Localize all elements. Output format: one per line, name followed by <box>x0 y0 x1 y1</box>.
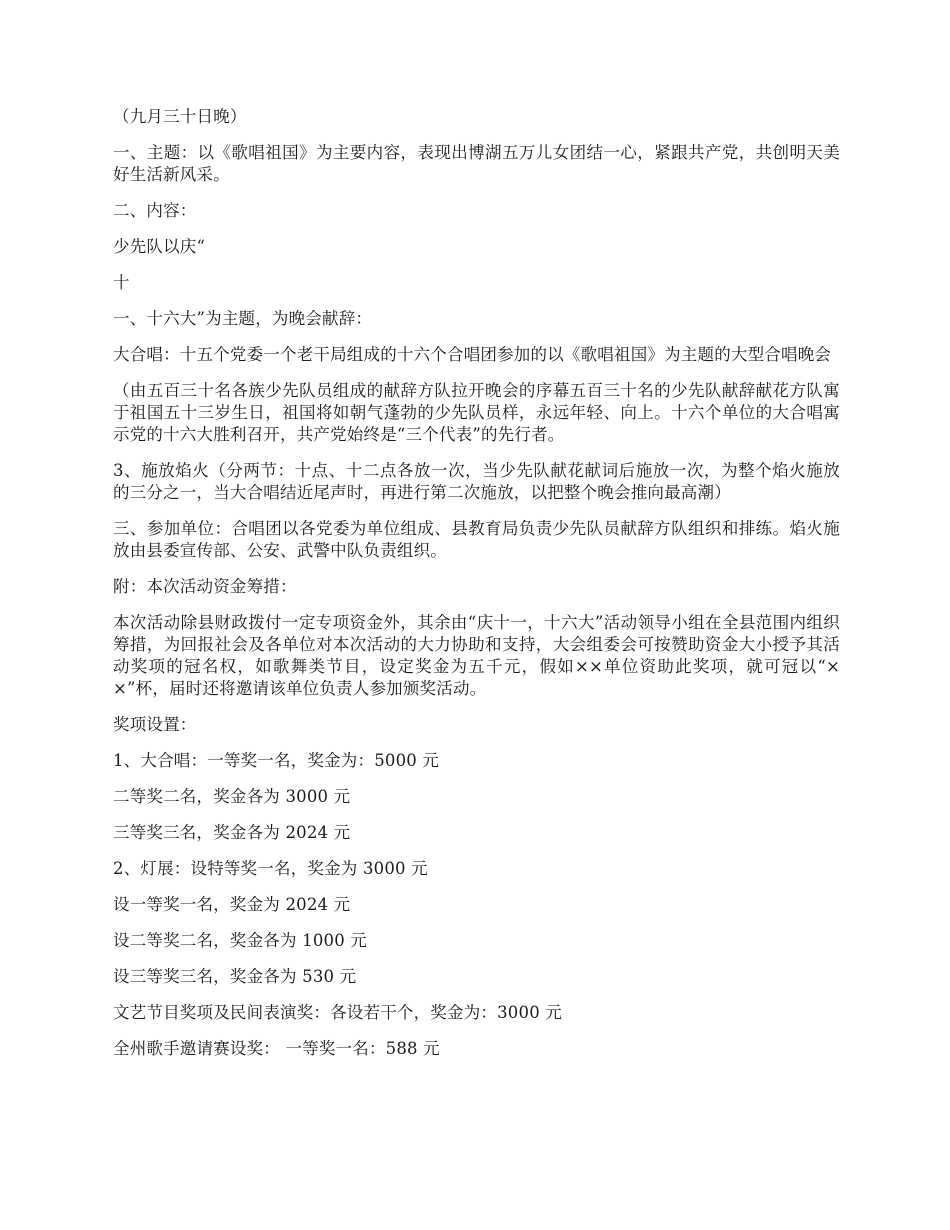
awards-heading: 奖项设置： <box>113 715 197 734</box>
award-line: 三等奖三名，奖金各为 2024 元 <box>113 823 351 842</box>
document-body <box>113 106 840 1074</box>
theme-paragraph: 一、主题：以《歌唱祖国》为主要内容，表现出博湖五万儿女团结一心，紧跟共产党，共创明天美好生活新风采。 <box>113 143 840 184</box>
ten-line: 十 <box>113 273 130 292</box>
award-line: 2、灯展：设特等奖一名，奖金为 3000 元 <box>113 859 428 878</box>
chorus-paragraph: 大合唱：十五个党委一个老干局组成的十六个合唱团参加的以《歌唱祖国》为主题的大型合唱晚会 <box>113 345 832 364</box>
award-line: 设二等奖二名，奖金各为 1000 元 <box>113 931 368 950</box>
award-line: 文艺节目奖项及民间表演奖：各设若干个，奖金为：3000 元 <box>113 1003 563 1022</box>
participants-paragraph: 三、参加单位：合唱团以各党委为单位组成、县教育局负责少先队员献辞方队组织和排练。焰火施放由县委宣传部、公安、武警中队负责组织。 <box>113 519 840 560</box>
funding-heading: 附：本次活动资金筹措： <box>113 577 297 596</box>
award-line: 二等奖二名，奖金各为 3000 元 <box>113 787 351 806</box>
date-line: （九月三十日晚） <box>113 107 247 126</box>
content-heading: 二、内容： <box>113 201 197 220</box>
pioneers-line: 少先队以庆“ <box>113 237 206 256</box>
funding-paragraph: 本次活动除县财政拨付一定专项资金外，其余由“庆十一，十六大”活动领导小组在全县范围内组织筹措，为回报社会及各单位对本次活动的大力协助和支持，大会组委会可按赞助资金大小授予其活动奖项的冠名权，如歌舞类节目，设定奖金为五千元，假如××单位资助此奖项，就可冠以“××”杯，届时还将邀请该单位负责人参加颁奖活动。 <box>113 613 840 698</box>
award-line: 设三等奖三名，奖金各为 530 元 <box>113 967 357 986</box>
theme-dedication-line: 一、十六大”为主题，为晚会献辞： <box>113 309 373 328</box>
award-line: 1、大合唱：一等奖一名，奖金为：5000 元 <box>113 751 440 770</box>
fireworks-paragraph: 3、施放焰火（分两节：十点、十二点各放一次，当少先队献花献词后施放一次，为整个焰火施放的三分之一，当大合唱结近尾声时，再进行第二次施放，以把整个晚会推向最高潮） <box>113 461 840 502</box>
opening-paragraph: （由五百三十名各族少先队员组成的献辞方队拉开晚会的序幕五百三十名的少先队献辞献花方队寓于祖国五十三岁生日，祖国将如朝气蓬勃的少先队员样，永远年轻、向上。十六个单位的大合唱寓示党的十六大胜利召开，共产党始终是“三个代表”的先行者。 <box>113 381 840 444</box>
award-line: 设一等奖一名，奖金为 2024 元 <box>113 895 351 914</box>
award-line: 全州歌手邀请赛设奖： 一等奖一名：588 元 <box>113 1039 440 1058</box>
